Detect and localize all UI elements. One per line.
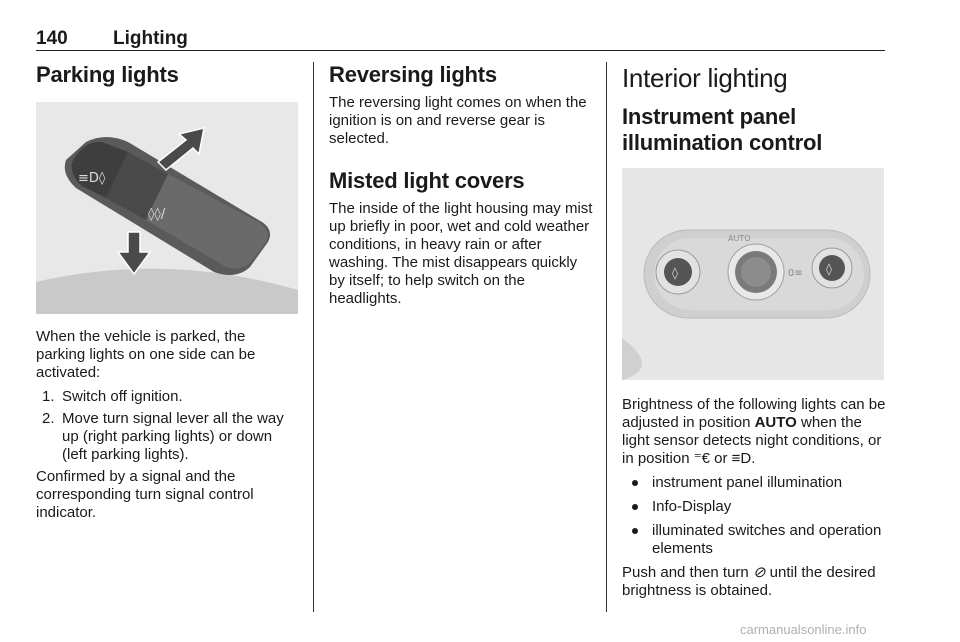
column-divider (606, 62, 607, 612)
list-item: Info-Display (622, 498, 886, 516)
svg-text:◊: ◊ (826, 262, 832, 276)
adjustable-lights-list (622, 474, 886, 558)
bullet-icon (632, 504, 638, 510)
reversing-lights-heading: Reversing lights (329, 62, 497, 87)
svg-text:◊◊/: ◊◊/ (148, 207, 166, 222)
parking-light-symbol-icon: ⁼€ (693, 450, 710, 467)
list-item: 2. Move turn signal lever all the way up (right parking lights) or down (left parking lights). (42, 410, 284, 463)
column-reversing-lights (329, 62, 593, 308)
dimmer-knob-icon: ⊘ (752, 564, 766, 581)
list-item: 1. Switch off ignition. (42, 388, 183, 405)
control-panel-illustration (622, 168, 884, 380)
bullet-icon (632, 528, 638, 534)
lever-illustration (36, 102, 298, 314)
svg-text:0≡: 0≡ (788, 268, 803, 279)
misted-covers-heading: Misted light covers (329, 168, 525, 193)
column-parking-lights (36, 62, 298, 522)
svg-text:◊: ◊ (672, 266, 678, 280)
watermark: carmanualsonline.info (740, 622, 867, 637)
column-interior-lighting (622, 62, 886, 600)
parking-lights-body: When the vehicle is parked, the parking lights on one side can be activated: (36, 328, 256, 381)
misted-covers-body: The inside of the light housing may mist up briefly in poor, wet and cold weather conditions, in heavy rain or after washing. The mist disappears quickly by itself; to help switch on the headlights. (329, 200, 593, 307)
parking-confirm-text: Confirmed by a signal and the corresponding turn signal control indicator. (36, 468, 254, 521)
instrument-panel-control-figure (622, 168, 884, 380)
section-title: Lighting (113, 28, 188, 49)
list-item: illuminated switches and operation elements (622, 522, 886, 558)
interior-lighting-heading: Interior lighting (622, 63, 788, 93)
column-divider (313, 62, 314, 612)
svg-text:≡D◊: ≡D◊ (78, 171, 106, 186)
turn-signal-lever-figure (36, 102, 298, 314)
parking-steps-list (36, 388, 298, 464)
page-number: 140 (36, 28, 68, 49)
list-item: instrument panel illumination (622, 474, 886, 492)
panel-auto-label: AUTO (728, 234, 751, 243)
headlight-symbol-icon: ≡D (731, 450, 752, 467)
page-header (36, 28, 885, 51)
reversing-lights-body: The reversing light comes on when the ignition is on and reverse gear is selected. (329, 94, 587, 147)
illumination-control-heading: Instrument panel illumination control (622, 104, 823, 155)
parking-lights-heading: Parking lights (36, 62, 179, 87)
bullet-icon (632, 480, 638, 486)
interior-intro-text: Brightness of the following lights can be adjusted in position AUTO when the light sensor detects night conditions, or in position ⁼€ or ≡D. (622, 396, 886, 467)
push-turn-text: Push and then turn ⊘ until the desired brightness is obtained. (622, 564, 876, 599)
